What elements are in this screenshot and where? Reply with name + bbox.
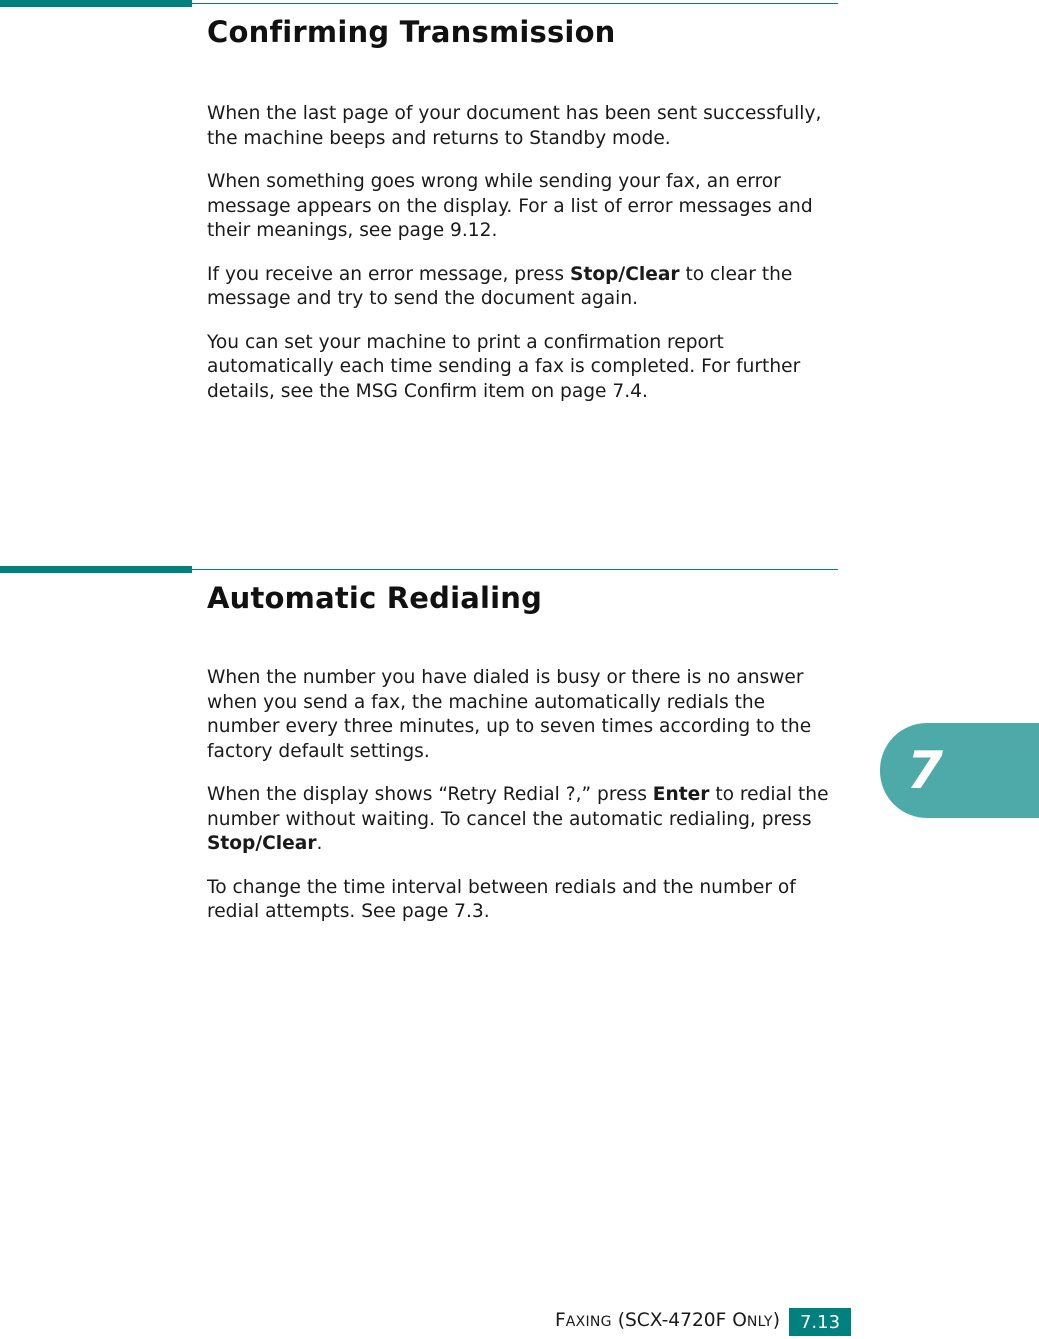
paragraph: You can set your machine to print a confirmation report automatically each time sending a fax is completed. For further details, see the MSG Confirm item on page 7.4. <box>207 331 801 402</box>
footer-title-model: (SCX-4720F O <box>611 1310 747 1331</box>
page-number: 7.13 <box>789 1308 851 1336</box>
text-run: If you receive an error message, press <box>207 263 571 285</box>
text-run: to clear the message and try to send the document again. <box>207 263 793 309</box>
section-rule-thick-1 <box>0 0 192 7</box>
paragraph <box>207 263 839 312</box>
text-run: When the display shows “Retry Redial ?,” press <box>207 784 653 805</box>
paragraph: When something goes wrong while sending your fax, an error message appears on the display. For a list of error messages and their meanings, see page 9.12. <box>207 171 813 241</box>
paragraph: When the number you have dialed is busy or there is no answer when you send a fax, the machine automatically redials the number every three minutes, up to seven times according to the factory default settings. <box>207 667 812 762</box>
footer-title-smallcaps: NLY <box>746 1314 773 1330</box>
chapter-tab <box>880 723 1039 818</box>
chapter-number: 7 <box>906 740 944 801</box>
text-run: . <box>316 833 323 854</box>
section-confirming-transmission <box>207 102 839 423</box>
section-rule-thin-2 <box>192 569 838 570</box>
text-run: to redial the number without waiting. To cancel the automatic redialing, press <box>207 784 829 830</box>
paragraph: To change the time interval between redials and the number of redial attempts. See page 7.3. <box>207 876 796 922</box>
button-name-stop-clear: Stop/Clear <box>207 833 317 854</box>
section-rule-thin-1 <box>192 3 838 4</box>
section-rule-thick-2 <box>0 566 192 573</box>
paragraph: When the last page of your document has been sent successfully, the machine beeps and returns to Standby mode. <box>207 103 822 149</box>
footer-title-smallcaps: AXING <box>565 1314 612 1330</box>
section-automatic-redialing <box>207 666 839 944</box>
footer-chapter-title <box>0 1310 780 1331</box>
footer-title-close: ) <box>772 1310 780 1331</box>
paragraph <box>207 783 839 857</box>
heading-confirming-transmission: Confirming Transmission <box>207 15 616 49</box>
footer-title-initial: F <box>554 1310 566 1331</box>
heading-automatic-redialing: Automatic Redialing <box>207 581 543 615</box>
button-name-enter: Enter <box>652 784 710 805</box>
button-name-stop-clear: Stop/Clear <box>570 263 680 285</box>
